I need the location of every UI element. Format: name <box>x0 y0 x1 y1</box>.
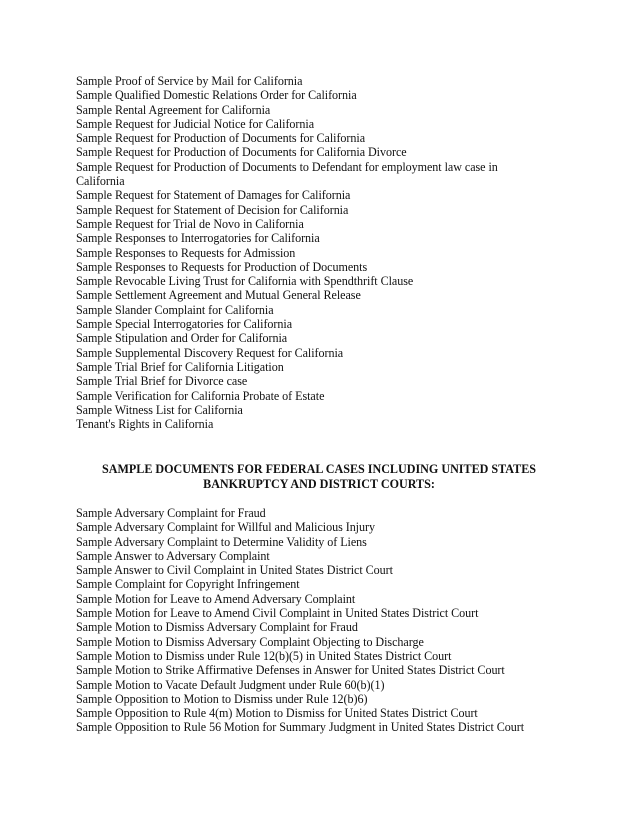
list-item: Sample Revocable Living Trust for California with Spendthrift Clause <box>76 274 414 289</box>
list-item: Sample Settlement Agreement and Mutual General Release <box>76 288 361 303</box>
list-item: Sample Proof of Service by Mail for California <box>76 74 303 88</box>
list-item: Sample Responses to Requests for Admission <box>76 245 296 260</box>
list-item: Sample Answer to Adversary Complaint <box>76 548 270 563</box>
list-item: Sample Supplemental Discovery Request for California <box>76 345 344 360</box>
list-item: Sample Request for Production of Documents for California <box>76 131 366 146</box>
list-item: Sample Trial Brief for Divorce case <box>76 374 248 389</box>
list-item: Sample Adversary Complaint for Fraud <box>76 506 266 520</box>
list-item: Sample Opposition to Rule 4(m) Motion to Dismiss for United States District Court <box>76 706 478 721</box>
list-item: Sample Request for Judicial Notice for California <box>76 116 315 131</box>
list-item: Sample Request for Statement of Decision for California <box>76 202 349 217</box>
list-item: Sample Opposition to Motion to Dismiss under Rule 12(b)6) <box>76 691 368 706</box>
list-item: Sample Stipulation and Order for California <box>76 331 288 346</box>
list-item: Tenant's Rights in California <box>76 417 214 432</box>
list-item: Sample Request for Production of Documents for California Divorce <box>76 145 407 160</box>
list-item: Sample Motion to Dismiss under Rule 12(b)(5) in United States District Court <box>76 648 452 663</box>
list-item: Sample Rental Agreement for California <box>76 102 271 117</box>
list-item: Sample Verification for California Probate of Estate <box>76 388 325 403</box>
list-item: Sample Answer to Civil Complaint in United States District Court <box>76 563 393 578</box>
list-item: Sample Trial Brief for California Litigation <box>76 359 284 374</box>
list-item: Sample Motion for Leave to Amend Civil Complaint in United States District Court <box>76 606 479 621</box>
list-item: Sample Motion to Dismiss Adversary Complaint for Fraud <box>76 620 358 635</box>
federal-documents-list <box>76 506 524 735</box>
list-item: Sample Special Interrogatories for California <box>76 317 293 332</box>
list-item: Sample Request for Statement of Damages for California <box>76 188 351 203</box>
federal-heading-line-2: BANKRUPTCY AND DISTRICT COURTS: <box>203 477 435 491</box>
list-item: Sample Motion to Dismiss Adversary Complaint Objecting to Discharge <box>76 634 424 649</box>
list-item: Sample Adversary Complaint to Determine Validity of Liens <box>76 534 367 549</box>
list-item: Sample Request for Production of Documents to Defendant for employment law case in California <box>76 159 498 189</box>
list-item: Sample Qualified Domestic Relations Order for California <box>76 88 357 103</box>
list-item: Sample Witness List for California <box>76 402 243 417</box>
list-item: Sample Motion for Leave to Amend Adversary Complaint <box>76 591 356 606</box>
list-item: Sample Responses to Interrogatories for California <box>76 231 320 246</box>
california-documents-list <box>76 74 546 431</box>
federal-section-heading <box>76 462 562 492</box>
list-item: Sample Complaint for Copyright Infringement <box>76 577 300 592</box>
list-item: Sample Opposition to Rule 56 Motion for Summary Judgment in United States District Court <box>76 720 525 735</box>
list-item: Sample Responses to Requests for Production of Documents <box>76 259 368 274</box>
list-item: Sample Motion to Strike Affirmative Defenses in Answer for United States District Court <box>76 663 505 678</box>
list-item: Sample Slander Complaint for California <box>76 302 274 317</box>
federal-heading-line-1: SAMPLE DOCUMENTS FOR FEDERAL CASES INCLUDING UNITED STATES <box>102 462 536 476</box>
list-item: Sample Request for Trial de Novo in California <box>76 216 304 231</box>
list-item: Sample Adversary Complaint for Willful and Malicious Injury <box>76 520 375 535</box>
list-item: Sample Motion to Vacate Default Judgment under Rule 60(b)(1) <box>76 677 385 692</box>
